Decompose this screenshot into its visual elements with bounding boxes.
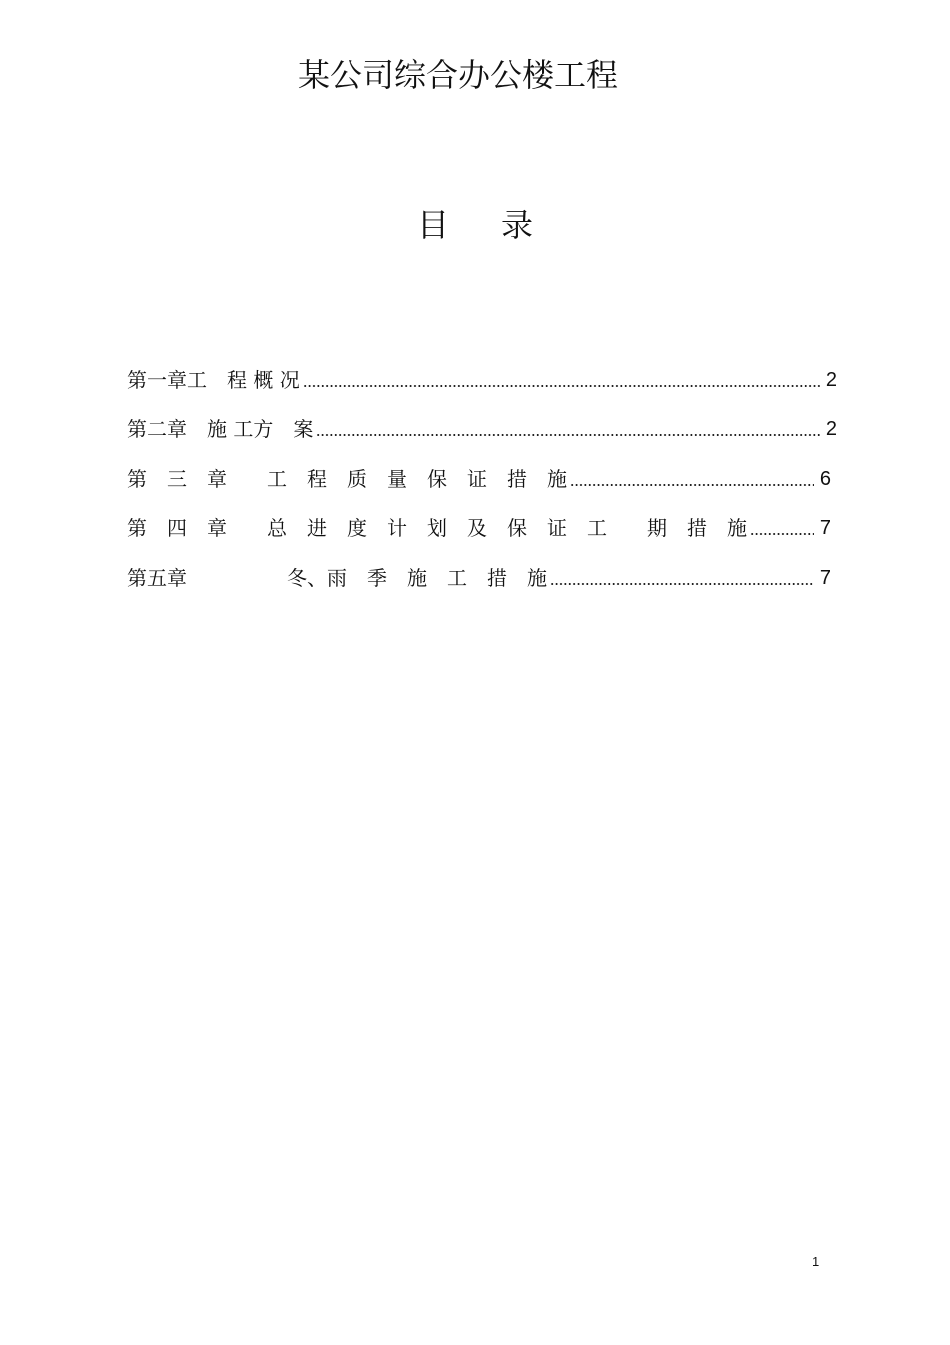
toc-entry[interactable] — [127, 405, 837, 455]
toc-entry-label: 第五章 冬、雨 季 施 工 措 施 — [127, 565, 547, 590]
toc-entry-label: 第 三 章 工 程 质 量 保 证 措 施 — [127, 466, 567, 491]
toc-heading — [0, 200, 950, 246]
toc-heading-char-2: 录 — [501, 206, 534, 244]
toc-leader-dots — [750, 511, 814, 545]
toc-entry-page: 2 — [825, 368, 837, 391]
toc-entry-label: 第一章工 程 概 况 — [127, 367, 300, 392]
toc-entry-page: 2 — [825, 418, 837, 441]
toc-entry[interactable] — [127, 454, 837, 504]
document-title: 某公司综合办公楼工程 — [297, 56, 618, 94]
toc-entry-page: 7 — [819, 517, 831, 540]
toc-entry-page: 6 — [819, 467, 831, 490]
toc-entry-label: 第二章 施 工方 案 — [127, 417, 314, 442]
toc-entry-page: 7 — [819, 566, 831, 589]
toc-entry-label: 第 四 章 总 进 度 计 划 及 保 证 工 期 措 施 — [127, 516, 747, 541]
toc-leader-dots — [303, 363, 820, 397]
table-of-contents — [127, 355, 837, 603]
toc-leader-dots — [316, 412, 820, 446]
page-number: 1 — [812, 1254, 820, 1269]
toc-entry[interactable] — [127, 355, 837, 405]
toc-entry[interactable] — [127, 504, 837, 554]
toc-entry[interactable] — [127, 553, 837, 603]
toc-leader-dots — [550, 561, 814, 595]
toc-leader-dots — [570, 462, 814, 496]
toc-heading-char-1: 目 — [416, 206, 449, 244]
